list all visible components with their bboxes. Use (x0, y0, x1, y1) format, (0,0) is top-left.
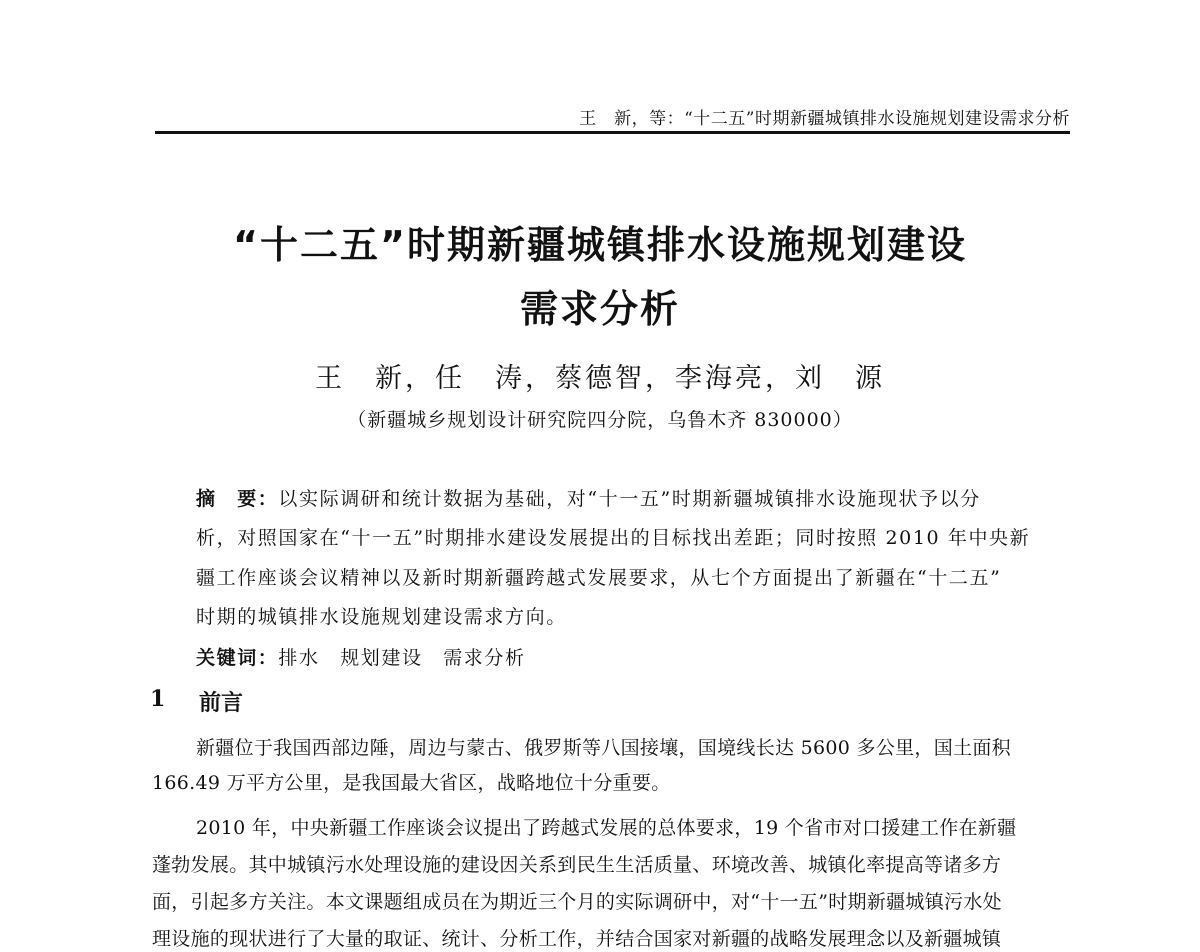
affiliation: （新疆城乡规划设计研究院四分院，乌鲁木齐 830000） (347, 409, 853, 431)
body-text-line: 蓬勃发展。其中城镇污水处理设施的建设因关系到民生生活质量、环境改善、城镇化率提高等诸多方 (152, 854, 1002, 876)
section-title: 前言 (199, 691, 244, 716)
author-list: 王 新，任 涛，蔡德智，李海亮，刘 源 (315, 363, 885, 394)
body-text-line: 2010 年，中央新疆工作座谈会议提出了跨越式发展的总体要求，19 个省市对口援建工作在新疆 (196, 817, 1017, 839)
header-rule (155, 131, 1070, 134)
abstract-text: 以实际调研和统计数据为基础，对“十一五”时期新疆城镇排水设施现状予以分 (278, 488, 981, 510)
running-header: 王 新，等：“十二五”时期新疆城镇排水设施规划建设需求分析 (579, 109, 1070, 129)
abstract-line: 析，对照国家在“十一五”时期排水建设发展提出的目标找出差距；同时按照 2010 年中央新 (196, 527, 1031, 549)
body-text-line: 166.49 万平方公里，是我国最大省区，战略地位十分重要。 (152, 772, 671, 794)
body-text-line: 新疆位于我国西部边陲，周边与蒙古、俄罗斯等八国接壤，国境线长达 5600 多公里，国土面积 (196, 737, 1011, 759)
section-number: 1 (150, 686, 166, 712)
paper-title-line-2: 需求分析 (519, 287, 680, 331)
keywords-label: 关键词： (196, 647, 279, 669)
body-text-line: 面，引起多方关注。本文课题组成员在为期近三个月的实际调研中，对“十一五”时期新疆城镇污水处 (152, 891, 1002, 913)
paper-title-line-1: “十二五”时期新疆城镇排水设施规划建设 (233, 223, 967, 267)
body-text-line: 理设施的现状进行了大量的取证、统计、分析工作，并结合国家对新疆的战略发展理念以及新疆城镇 (152, 928, 1002, 950)
abstract-label: 摘 要： (196, 488, 279, 510)
keywords-text: 排水 规划建设 需求分析 (278, 647, 526, 669)
keywords-line (196, 643, 526, 670)
abstract-line: 时期的城镇排水设施规划建设需求方向。 (196, 606, 567, 628)
abstract-line: 疆工作座谈会议精神以及新时期新疆跨越式发展要求，从七个方面提出了新疆在“十二五” (196, 567, 1002, 589)
abstract-line (196, 484, 981, 511)
